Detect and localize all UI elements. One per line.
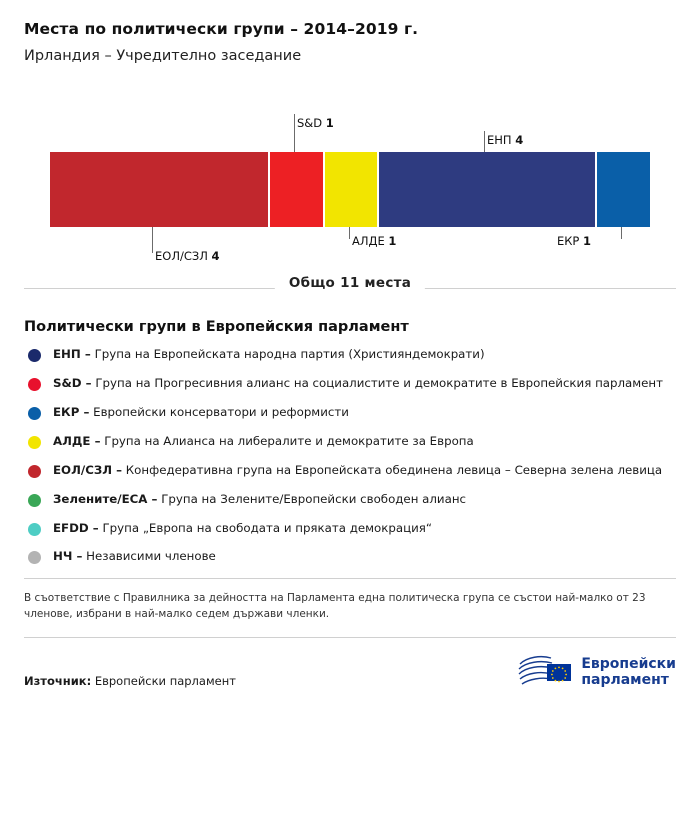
legend-item-label: ЕОЛ/СЗЛ – Конфедеративна група на Европейската обединена левица – Северна зелена левица — [53, 462, 663, 477]
stacked-bar — [50, 152, 650, 227]
leader-line-epp — [484, 131, 485, 152]
legend-item-alde[interactable] — [24, 434, 676, 450]
legend-color-dot-icon — [28, 436, 41, 449]
label-ecr: ЕКР 1 — [557, 234, 592, 248]
legend-item-ecr[interactable] — [24, 405, 676, 421]
label-sd: S&D 1 — [297, 116, 334, 130]
footnote-text: В съответствие с Правилника за дейността на Парламента една политическа група се състои най-малко от 23 членове, избрани в най-малко седем държави членки. — [24, 592, 646, 621]
legend — [24, 347, 676, 565]
bar-segment-guengl[interactable] — [50, 152, 268, 227]
legend-item-greens-efa[interactable] — [24, 492, 676, 508]
bar-segment-ecr[interactable] — [595, 152, 650, 227]
legend-color-dot-icon — [28, 465, 41, 478]
legend-color-dot-icon — [28, 494, 41, 507]
legend-item-label: АЛДЕ – Група на Алианса на либералите и демократите за Европа — [53, 433, 474, 448]
page-title: Места по политически групи – 2014–2019 г. — [24, 20, 419, 38]
total-seats-divider — [24, 275, 676, 303]
footnote-divider — [24, 578, 676, 579]
legend-color-dot-icon — [28, 407, 41, 420]
label-alde: АЛДЕ 1 — [352, 234, 397, 248]
bar-segment-sd[interactable] — [268, 152, 323, 227]
legend-color-dot-icon — [28, 378, 41, 391]
legend-item-guengl[interactable] — [24, 463, 676, 479]
legend-color-dot-icon — [28, 523, 41, 536]
bar-segment-alde[interactable] — [323, 152, 378, 227]
ep-flag-icon — [517, 652, 573, 692]
source-label: Източник: — [24, 673, 92, 688]
legend-item-efdd[interactable] — [24, 521, 676, 537]
bar-segment-epp[interactable] — [377, 152, 595, 227]
legend-item-label: НЧ – Независими членове — [53, 549, 216, 564]
label-epp: ЕНП 4 — [487, 133, 524, 147]
total-seats-label: Общо 11 места — [275, 275, 425, 291]
source-row — [24, 652, 676, 700]
logo-line-1: Европейски — [581, 655, 676, 672]
legend-item-label: ЕНП – Група на Европейската народна партия (Християндемократи) — [53, 347, 485, 361]
legend-item-label: EFDD – Група „Европа на свободата и пряката демокрация“ — [53, 520, 433, 535]
legend-title: Политически групи в Европейския парламент — [24, 319, 409, 335]
logo-line-2: парламент — [581, 671, 669, 688]
source-divider — [24, 637, 676, 638]
source-value: Европейски парламент — [94, 673, 236, 688]
legend-item-ni[interactable] — [24, 549, 676, 565]
page-subtitle: Ирландия – Учредително заседание — [24, 48, 302, 64]
leader-line-alde — [349, 227, 350, 239]
legend-color-dot-icon — [28, 551, 41, 564]
leader-line-ecr — [621, 227, 622, 239]
label-guengl: ЕОЛ/СЗЛ 4 — [155, 249, 220, 263]
european-parliament-logo — [517, 652, 676, 692]
leader-line-guengl — [152, 227, 153, 253]
seat-distribution-chart — [24, 116, 676, 263]
source-text — [24, 674, 236, 688]
legend-item-label: Зелените/ЕСА – Група на Зелените/Европейски свободен алианс — [53, 491, 467, 506]
legend-item-label: S&D – Група на Прогресивния алианс на социалистите и демократите в Европейския парламент — [53, 375, 664, 390]
legend-item-label: ЕКР – Европейски консерватори и реформисти — [53, 404, 349, 419]
legend-color-dot-icon — [28, 349, 41, 362]
logo-text — [581, 656, 676, 688]
legend-item-epp[interactable] — [24, 347, 676, 363]
legend-item-sd[interactable] — [24, 376, 676, 392]
leader-line-sd — [294, 114, 295, 152]
